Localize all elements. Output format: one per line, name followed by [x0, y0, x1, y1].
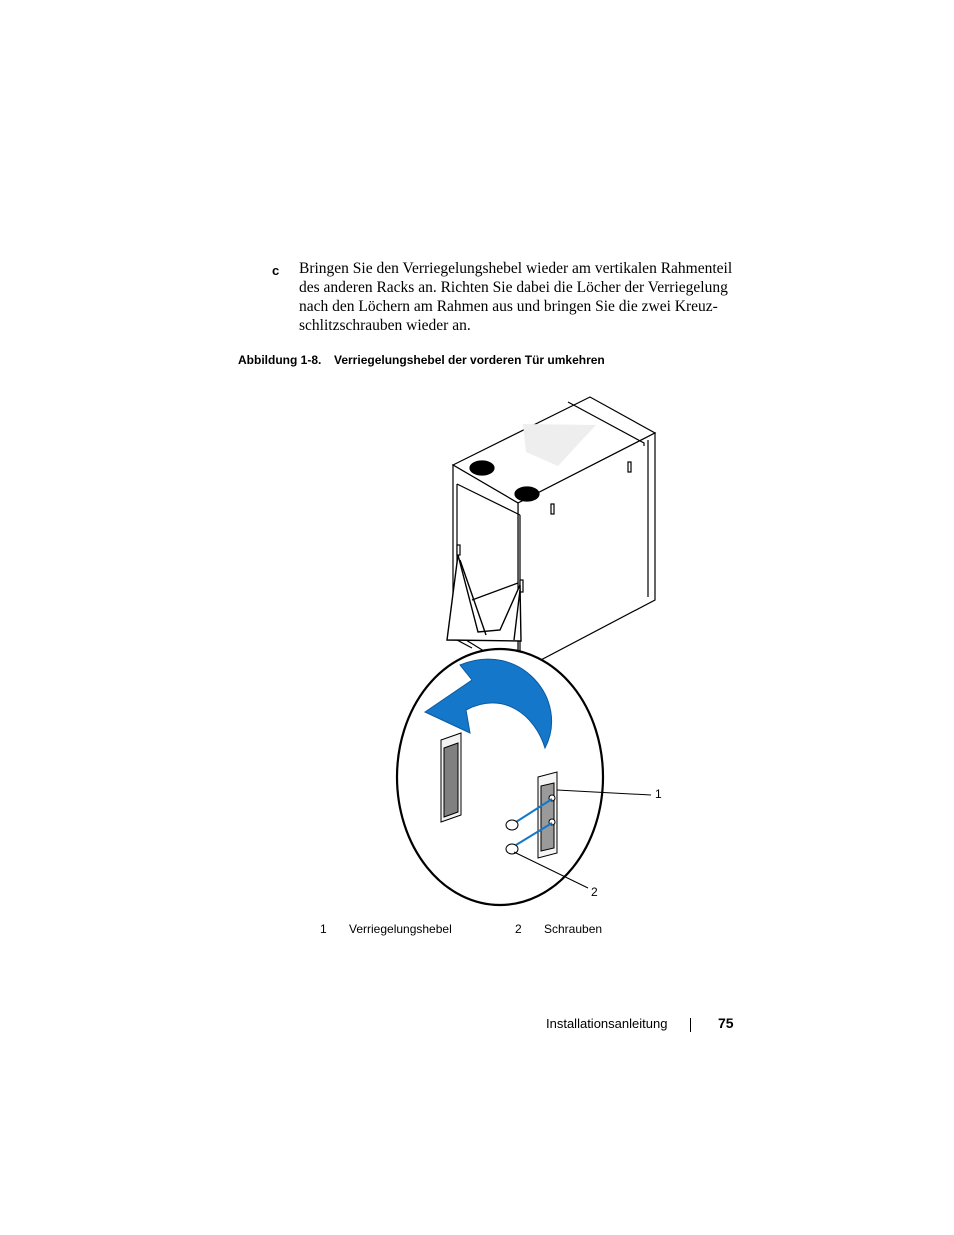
step-text: Bringen Sie den Verriegelungshebel wieder am vertikalen Rahmenteil des anderen Racks an. Richten Sie dabei die Löcher der Verriegelung nach den Löchern am Rahmen aus und bringen Sie die zwei Kreuz-schlitzschrauben wieder an.	[299, 260, 733, 334]
callout-1: 1	[655, 787, 662, 801]
figure-number: Abbildung 1-8.	[238, 353, 322, 367]
figure-title: Verriegelungshebel der vorderen Tür umkehren	[334, 353, 605, 367]
legend-label-1: Verriegelungshebel	[349, 922, 452, 936]
rack-latch-illustration	[380, 395, 680, 910]
footer-section: Installationsanleitung	[546, 1016, 668, 1031]
footer-divider	[690, 1018, 691, 1032]
figure-illustration	[380, 395, 680, 910]
legend-num-2: 2	[515, 922, 522, 936]
figure-caption	[238, 353, 605, 367]
callout-2: 2	[591, 885, 598, 899]
page-number: 75	[718, 1015, 734, 1031]
latch-lever	[538, 772, 557, 858]
step-marker: c	[272, 263, 280, 278]
legend-num-1: 1	[320, 922, 327, 936]
legend-label-2: Schrauben	[544, 922, 603, 936]
latch-old-position	[441, 733, 461, 822]
rack-cabinet	[453, 397, 655, 672]
